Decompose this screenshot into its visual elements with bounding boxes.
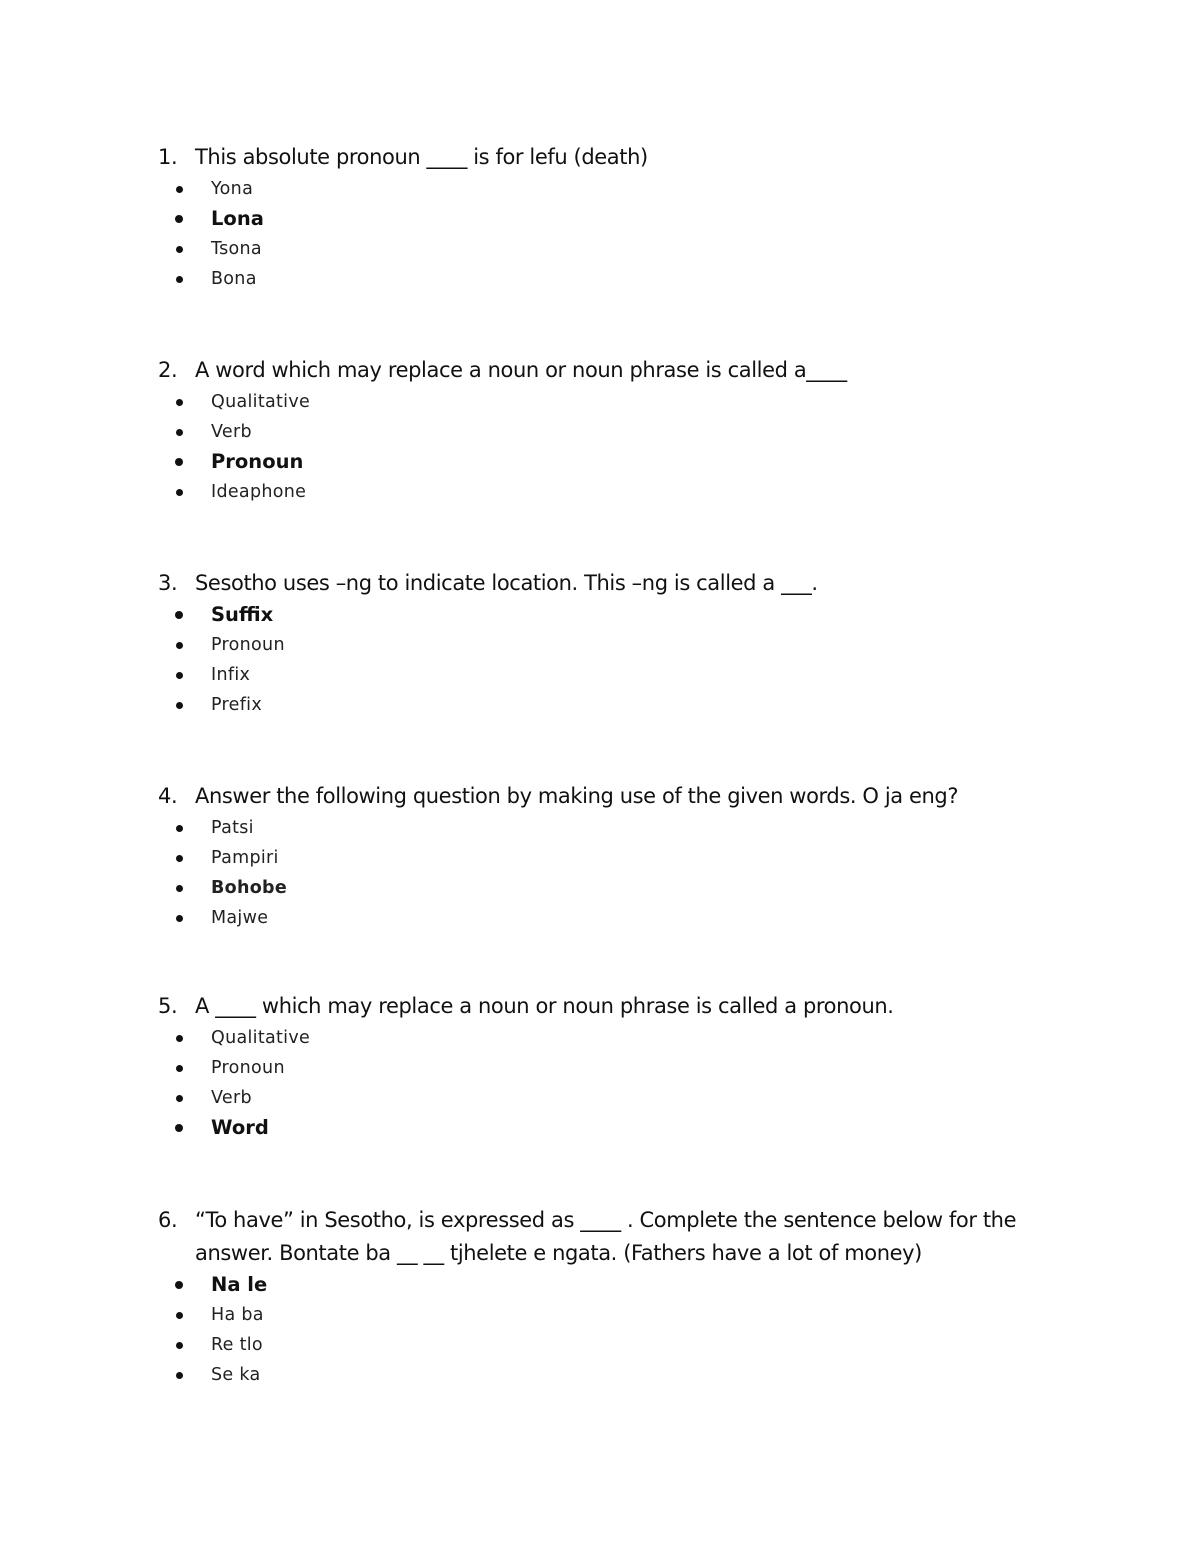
option-item	[158, 477, 1038, 507]
option-text: Se ka	[211, 1365, 261, 1385]
question-line	[158, 141, 1038, 174]
option-item	[158, 1360, 1038, 1390]
option-item	[158, 660, 1038, 690]
option-item	[158, 387, 1038, 417]
bullet-icon	[176, 1372, 183, 1379]
question-line	[158, 354, 1038, 387]
option-item	[158, 174, 1038, 204]
option-text: Pampiri	[211, 848, 279, 868]
question-text: “To have” in Sesotho, is expressed as ____ . Complete the sentence below for the answer. Bontate ba __ __ tjhelete e ngata. (Fathers have a lot of money)	[195, 1208, 1017, 1265]
option-text: Infix	[211, 665, 251, 685]
option-text: Patsi	[211, 818, 254, 838]
bullet-icon	[176, 276, 183, 283]
option-item	[158, 1300, 1038, 1330]
question-2	[158, 354, 1038, 507]
question-number: 4.	[158, 784, 178, 808]
option-item	[158, 234, 1038, 264]
option-item	[158, 630, 1038, 660]
option-list	[158, 1023, 1038, 1143]
bullet-icon	[176, 642, 183, 649]
option-text: Suffix	[211, 603, 274, 626]
question-text: A ____ which may replace a noun or noun phrase is called a pronoun.	[195, 994, 894, 1018]
bullet-icon	[176, 1342, 183, 1349]
option-list	[158, 1270, 1038, 1390]
option-text: Pronoun	[211, 450, 304, 473]
option-item-answer	[158, 873, 1038, 903]
option-item	[158, 903, 1038, 933]
question-text: Sesotho uses –ng to indicate location. This –ng is called a ___.	[195, 571, 818, 595]
option-text: Re tlo	[211, 1335, 263, 1355]
bullet-icon	[176, 489, 183, 496]
question-number: 1.	[158, 145, 178, 169]
option-item	[158, 264, 1038, 294]
bullet-icon	[176, 1065, 183, 1072]
option-text: Verb	[211, 422, 252, 442]
option-text: Lona	[211, 207, 264, 230]
option-text: Majwe	[211, 908, 269, 928]
option-text: Word	[211, 1116, 269, 1139]
question-number: 6.	[158, 1208, 178, 1232]
question-1	[158, 141, 1038, 294]
bullet-icon	[176, 672, 183, 679]
bullet-icon	[176, 1312, 183, 1319]
bullet-icon	[175, 1124, 183, 1132]
option-item	[158, 1330, 1038, 1360]
option-text: Yona	[211, 179, 254, 199]
option-text: Ha ba	[211, 1305, 264, 1325]
option-item	[158, 417, 1038, 447]
option-list	[158, 174, 1038, 294]
option-text: Pronoun	[211, 1058, 285, 1078]
bullet-icon	[176, 246, 183, 253]
option-item-answer	[158, 204, 1038, 234]
question-line	[158, 1204, 1038, 1270]
option-text: Qualitative	[211, 1028, 311, 1048]
option-list	[158, 387, 1038, 507]
option-text: Qualitative	[211, 392, 311, 412]
option-item-answer	[158, 447, 1038, 477]
option-item	[158, 1023, 1038, 1053]
option-text: Bohobe	[211, 878, 288, 898]
question-5	[158, 990, 1038, 1143]
question-3	[158, 567, 1038, 720]
option-item	[158, 690, 1038, 720]
bullet-icon	[176, 825, 183, 832]
question-4	[158, 780, 1038, 933]
option-item	[158, 813, 1038, 843]
option-item-answer	[158, 1113, 1038, 1143]
option-text: Verb	[211, 1088, 252, 1108]
bullet-icon	[176, 399, 183, 406]
question-text: This absolute pronoun ____ is for lefu (death)	[195, 145, 648, 169]
option-item-answer	[158, 1270, 1038, 1300]
question-number: 5.	[158, 994, 178, 1018]
option-text: Prefix	[211, 695, 263, 715]
option-list	[158, 600, 1038, 720]
bullet-icon	[176, 1035, 183, 1042]
bullet-icon	[176, 855, 183, 862]
bullet-icon	[175, 1281, 183, 1289]
question-line	[158, 780, 1038, 813]
bullet-icon	[175, 458, 183, 466]
bullet-icon	[176, 1095, 183, 1102]
option-text: Bona	[211, 269, 257, 289]
option-item	[158, 1053, 1038, 1083]
question-text: A word which may replace a noun or noun phrase is called a____	[195, 358, 847, 382]
question-number: 2.	[158, 358, 178, 382]
option-text: Ideaphone	[211, 482, 307, 502]
option-text: Pronoun	[211, 635, 285, 655]
option-item	[158, 1083, 1038, 1113]
option-text: Tsona	[211, 239, 262, 259]
bullet-icon	[176, 186, 183, 193]
question-number: 3.	[158, 571, 178, 595]
option-item	[158, 843, 1038, 873]
option-list	[158, 813, 1038, 933]
bullet-icon	[175, 611, 183, 619]
bullet-icon	[175, 215, 183, 223]
bullet-icon	[176, 915, 183, 922]
question-line	[158, 567, 1038, 600]
bullet-icon	[176, 885, 183, 892]
question-text: Answer the following question by making use of the given words. O ja eng?	[195, 784, 959, 808]
bullet-icon	[176, 702, 183, 709]
option-item-answer	[158, 600, 1038, 630]
bullet-icon	[176, 429, 183, 436]
option-text: Na le	[211, 1273, 268, 1296]
question-line	[158, 990, 1038, 1023]
question-6	[158, 1204, 1038, 1390]
